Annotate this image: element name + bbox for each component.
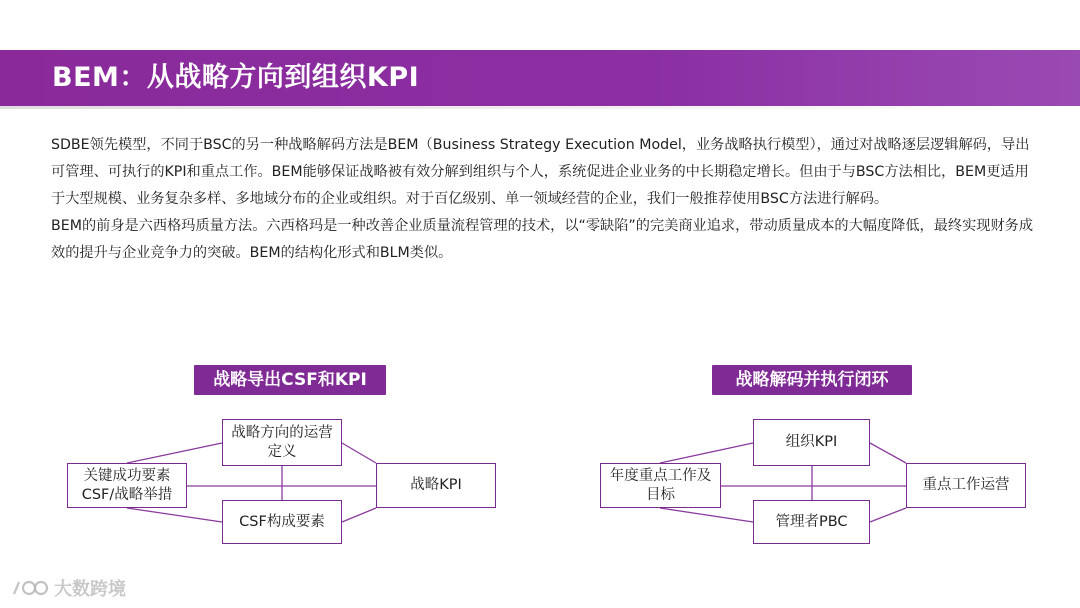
diagram-right-title: 战略解码并执行闭环 — [712, 365, 912, 395]
diagram-left-title: 战略导出CSF和KPI — [194, 365, 386, 395]
body-text — [51, 132, 1041, 267]
paragraph-2: BEM的前身是六西格玛质量方法。六西格玛是一种改善企业质量流程管理的技术，以“零缺陷”的完美商业追求，带动质量成本的大幅度降低，最终实现财务成效的提升与企业竞争力的突破。BEM的结构化形式和BLM类似。 — [51, 218, 1034, 261]
paragraph-1: SDBE领先模型，不同于BSC的另一种战略解码方法是BEM（Business Strategy Execution Model，业务战略执行模型），通过对战略逐层逻辑解码，导出可管理、可执行的KPI和重点工作。BEM能够保证战略被有效分解到组织与个人，系统促进企业业务的中长期稳定增长。但由于与BSC方法相比，BEM更适用于大型规模、业务复杂多样、多地域分布的企业或组织。对于百亿级别、单一领域经营的企业，我们一般推荐使用BSC方法进行解码。 — [51, 137, 1030, 207]
diagram-left-bottom-box: CSF构成要素 — [222, 500, 342, 544]
diagram-right-left-box: 年度重点工作及目标 — [600, 463, 721, 508]
diagram-right-top-box: 组织KPI — [753, 419, 870, 466]
diagram-right-right-box: 重点工作运营 — [906, 463, 1026, 508]
title-divider — [0, 106, 1080, 109]
watermark-text: 大数跨境 — [54, 579, 126, 600]
title-bar — [0, 50, 1080, 106]
watermark-logo-icon — [10, 576, 50, 600]
diagram-right-bottom-box: 管理者PBC — [753, 500, 870, 544]
watermark — [10, 574, 126, 602]
page-title: BEM：从战略方向到组织KPI — [52, 62, 420, 93]
diagram-left-left-box: 关键成功要素CSF/战略举措 — [67, 463, 187, 508]
diagram-left-right-box: 战略KPI — [376, 463, 496, 508]
diagram-left-top-box: 战略方向的运营定义 — [222, 419, 342, 466]
